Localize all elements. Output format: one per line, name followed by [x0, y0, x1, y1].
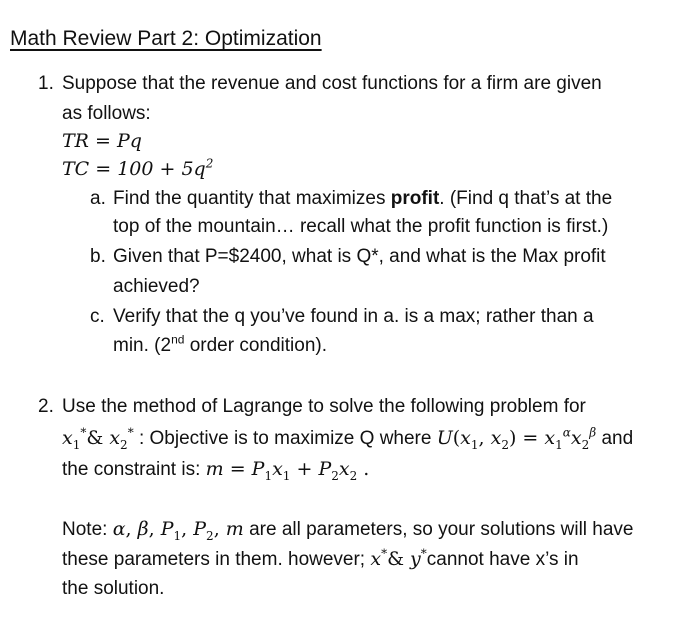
q1c-line2-pre: min. (2 — [113, 335, 172, 356]
note-line2-post: cannot have x’s in — [426, 549, 579, 570]
q1c-line2 — [113, 332, 328, 357]
q1a-line1 — [113, 188, 612, 210]
tc-equation — [62, 158, 213, 180]
q1a-label: a. — [90, 188, 106, 209]
note-line2 — [62, 548, 579, 571]
note-line1-pre: Note: — [62, 519, 113, 540]
tc-equation-main: TC = 100 + 5q — [62, 158, 206, 180]
note-line1-post: are all parameters, so your solutions will have — [243, 519, 634, 540]
q2-line3 — [62, 458, 369, 481]
tr-equation: TR = Pq — [62, 130, 142, 152]
xstar-pair: $x_1^*\&$ $x_2^*$ — [62, 425, 134, 452]
q1c-line2-sup: nd — [171, 332, 185, 347]
note-line2-pre: these parameters in them. however; — [62, 549, 371, 570]
q2-line1: Use the method of Lagrange to solve the following problem for — [62, 396, 586, 417]
constraint-equation: $m = P_1x_1 + P_2x_2$ . — [205, 458, 370, 483]
q1c-line2-post: order condition). — [184, 335, 328, 356]
note-line1 — [62, 518, 634, 541]
q1b-line1: Given that P=$2400, what is Q*, and what is the Max profit — [113, 246, 606, 267]
q1-line2: as follows: — [62, 103, 151, 124]
q1a-line1-pre: Find the quantity that maximizes — [113, 188, 391, 209]
parameter-list: α, β, $P_1$, $P_2$, m — [112, 518, 244, 543]
q1-line1: Suppose that the revenue and cost functions for a firm are given — [62, 73, 602, 94]
q1-number: 1. — [38, 73, 54, 94]
q2-number: 2. — [38, 396, 54, 417]
q1c-line1: Verify that the q you’ve found in a. is a max; rather than a — [113, 306, 594, 327]
q1c-label: c. — [90, 306, 105, 327]
q1b-label: b. — [90, 246, 106, 267]
note-line3: the solution. — [62, 578, 165, 599]
q2-line2-text2: and — [596, 428, 634, 449]
xy-star: x*& y* — [370, 546, 427, 570]
q1a-line2: top of the mountain… recall what the profit function is first.) — [113, 216, 609, 237]
q1a-profit-bold: profit — [390, 188, 440, 209]
utility-function: $U(x_1$, $x_2) = x_1^\alpha x_2^\beta$ — [436, 425, 597, 452]
page-title: Math Review Part 2: Optimization — [10, 27, 322, 50]
q2-line2 — [62, 427, 633, 450]
q2-line3-text: the constraint is: — [62, 459, 206, 480]
tc-exponent: 2 — [205, 156, 214, 171]
q2-line2-text1: : Objective is to maximize Q where — [133, 428, 437, 449]
q1a-line1-post: . (Find q that’s at the — [439, 188, 613, 209]
q1b-line2: achieved? — [113, 276, 200, 297]
